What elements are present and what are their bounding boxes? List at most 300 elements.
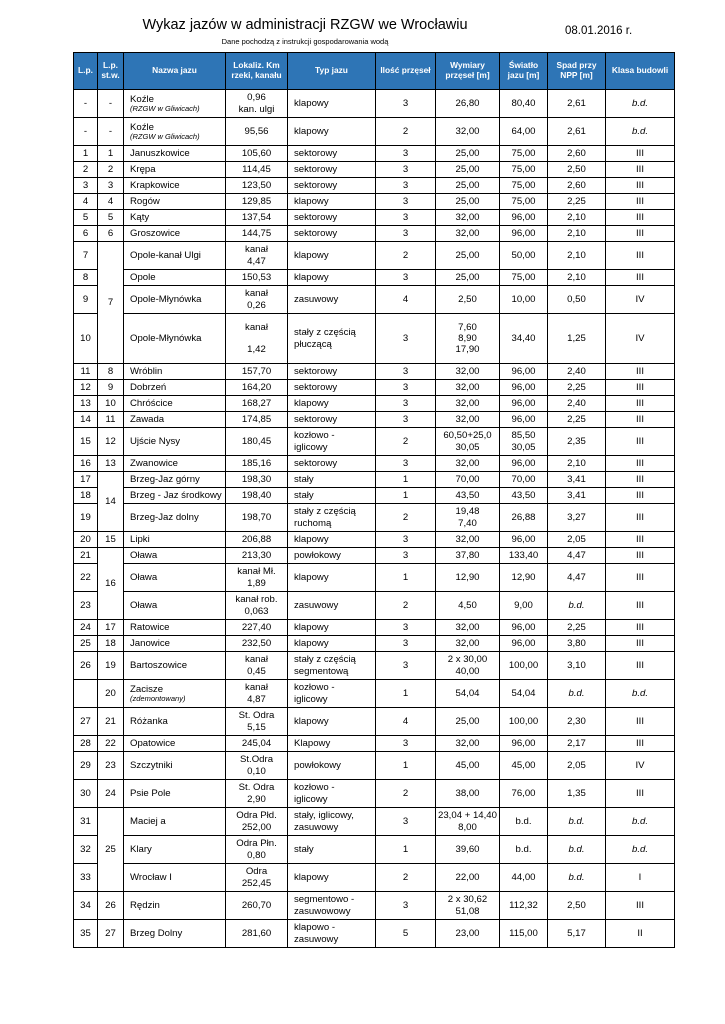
- cell-name: [124, 90, 226, 118]
- cell-dimensions-line: 23,00: [455, 927, 480, 939]
- cell-class: IV: [606, 752, 675, 780]
- cell-location: [226, 864, 288, 892]
- cell-class: III: [606, 194, 675, 210]
- cell-drop: 1,25: [548, 314, 606, 364]
- cell-type: [288, 146, 376, 162]
- cell-dimensions: [436, 504, 500, 532]
- cell-spans: 1: [376, 752, 436, 780]
- table-row: [74, 620, 675, 636]
- table-row: [74, 836, 675, 864]
- cell-location-line: kanał: [245, 682, 268, 694]
- cell-name: [124, 314, 226, 364]
- cell-light: 80,40: [500, 90, 548, 118]
- weir-name: Januszkowice: [130, 147, 190, 159]
- cell-location-line: kanał: [245, 321, 268, 333]
- cell-type-line: sektorowy: [294, 211, 338, 223]
- cell-light: 70,00: [500, 472, 548, 488]
- cell-light: 96,00: [500, 396, 548, 412]
- cell-location: [226, 194, 288, 210]
- cell-lp-stw: 24: [98, 780, 124, 808]
- cell-light: 96,00: [500, 636, 548, 652]
- cell-location-line: kanał: [245, 244, 268, 256]
- cell-type: [288, 226, 376, 242]
- cell-spans: 3: [376, 90, 436, 118]
- cell-location: [226, 708, 288, 736]
- weir-name: Bartoszowice: [130, 659, 188, 671]
- table-row: [74, 242, 675, 270]
- weir-name: Zacisze: [130, 683, 164, 695]
- cell-drop: 2,61: [548, 118, 606, 146]
- table-row: [74, 162, 675, 178]
- cell-light: 100,00: [500, 708, 548, 736]
- cell-type-line: klapowy: [294, 715, 329, 727]
- cell-type-line: stały: [294, 489, 314, 501]
- cell-dimensions-line: 40,00: [455, 665, 480, 677]
- cell-lp: -: [74, 118, 98, 146]
- cell-type-line: segmentowo -: [294, 894, 355, 906]
- cell-type-line: klapowy: [294, 397, 329, 409]
- cell-type-line: stały z częścią: [294, 654, 356, 666]
- cell-drop: 2,05: [548, 532, 606, 548]
- cell-type-line: klapowy: [294, 97, 329, 109]
- cell-type-line: sektorowy: [294, 457, 338, 469]
- cell-lp-stw: 5: [98, 210, 124, 226]
- document-subtitle: Dane pochodzą z instrukcji gospodarowania wodą: [221, 37, 389, 46]
- cell-spans: 3: [376, 532, 436, 548]
- cell-dimensions-line: 7,60: [458, 321, 477, 333]
- weir-name: Lipki: [130, 533, 150, 545]
- cell-lp: 28: [74, 736, 98, 752]
- cell-type: [288, 242, 376, 270]
- cell-dimensions: [436, 314, 500, 364]
- weir-name: Ratowice: [130, 621, 170, 633]
- cell-type: [288, 592, 376, 620]
- cell-lp-stw: -: [98, 118, 124, 146]
- cell-lp-stw: 3: [98, 178, 124, 194]
- cell-location: [226, 396, 288, 412]
- cell-dimensions: [436, 380, 500, 396]
- cell-lp: 20: [74, 532, 98, 548]
- cell-dimensions: [436, 412, 500, 428]
- cell-type-line: iglicowy: [294, 441, 328, 453]
- cell-light: 64,00: [500, 118, 548, 146]
- cell-drop: b.d.: [548, 836, 606, 864]
- cell-dimensions: [436, 920, 500, 948]
- cell-class: III: [606, 708, 675, 736]
- table-row: [74, 364, 675, 380]
- cell-type-line: kozłowo -: [294, 782, 335, 794]
- cell-name: [124, 808, 226, 836]
- cell-light: 12,90: [500, 564, 548, 592]
- cell-light: 112,32: [500, 892, 548, 920]
- cell-location-line: 4,87: [247, 693, 266, 705]
- cell-lp: 15: [74, 428, 98, 456]
- cell-light: 45,00: [500, 752, 548, 780]
- table-row: [74, 118, 675, 146]
- table-row: [74, 380, 675, 396]
- cell-location-line: 260,70: [241, 899, 272, 911]
- cell-dimensions: [436, 226, 500, 242]
- cell-type-line: Klapowy: [294, 737, 331, 749]
- cell-class: III: [606, 592, 675, 620]
- table-row: [74, 864, 675, 892]
- cell-type: [288, 532, 376, 548]
- cell-dimensions-line: 2,50: [458, 293, 477, 305]
- cell-light: 44,00: [500, 864, 548, 892]
- cell-lp: 12: [74, 380, 98, 396]
- cell-lp-stw: 13: [98, 456, 124, 472]
- cell-lp-stw: 12: [98, 428, 124, 456]
- cell-light: 76,00: [500, 780, 548, 808]
- cell-name: [124, 118, 226, 146]
- cell-type-line: stały: [294, 473, 314, 485]
- weir-name: Krapkowice: [130, 179, 180, 191]
- cell-class: IV: [606, 286, 675, 314]
- cell-class: III: [606, 780, 675, 808]
- cell-lp: 30: [74, 780, 98, 808]
- cell-type: [288, 620, 376, 636]
- cell-lp: 17: [74, 472, 98, 488]
- cell-type-line: segmentową: [294, 665, 349, 677]
- cell-location: [226, 412, 288, 428]
- cell-dimensions-line: 32,00: [455, 737, 480, 749]
- cell-class: III: [606, 412, 675, 428]
- cell-lp: 22: [74, 564, 98, 592]
- cell-spans: 3: [376, 380, 436, 396]
- cell-dimensions-line: 32,00: [455, 211, 480, 223]
- cell-type: [288, 380, 376, 396]
- cell-location: [226, 620, 288, 636]
- cell-light: 10,00: [500, 286, 548, 314]
- cell-lp: 4: [74, 194, 98, 210]
- cell-class: b.d.: [606, 836, 675, 864]
- cell-drop: 2,35: [548, 428, 606, 456]
- cell-location-line: 4,47: [247, 255, 266, 267]
- cell-location: [226, 226, 288, 242]
- cell-lp-stw: 19: [98, 652, 124, 680]
- cell-location: [226, 736, 288, 752]
- cell-location: [226, 780, 288, 808]
- cell-light: 43,50: [500, 488, 548, 504]
- cell-type-line: kozłowo -: [294, 682, 335, 694]
- cell-lp-stw: 17: [98, 620, 124, 636]
- cell-class: b.d.: [606, 680, 675, 708]
- cell-spans: 1: [376, 680, 436, 708]
- cell-lp-stw: -: [98, 90, 124, 118]
- cell-class: III: [606, 564, 675, 592]
- cell-light: 96,00: [500, 736, 548, 752]
- cell-class: III: [606, 472, 675, 488]
- weir-name: Klary: [130, 843, 152, 855]
- cell-location-line: 0,96: [247, 92, 266, 104]
- cell-dimensions: [436, 836, 500, 864]
- cell-dimensions-line: 32,00: [455, 125, 480, 137]
- cell-dimensions-line: 32,00: [455, 457, 480, 469]
- cell-name: [124, 620, 226, 636]
- cell-lp: [74, 680, 98, 708]
- cell-class: III: [606, 504, 675, 532]
- cell-lp-stw: 27: [98, 920, 124, 948]
- cell-spans: 3: [376, 364, 436, 380]
- cell-dimensions-line: 4,50: [458, 599, 477, 611]
- weir-name: Opole-Młynówka: [130, 332, 202, 344]
- cell-type: [288, 472, 376, 488]
- cell-spans: 2: [376, 428, 436, 456]
- cell-location-line: 0,063: [244, 605, 269, 617]
- cell-dimensions-line: 2 x 30,62: [447, 894, 488, 906]
- cell-location-line: 0,10: [247, 765, 266, 777]
- table-row: [74, 636, 675, 652]
- cell-dimensions: [436, 428, 500, 456]
- cell-location-line: 206,88: [241, 533, 272, 545]
- cell-lp-stw: 4: [98, 194, 124, 210]
- cell-spans: 1: [376, 836, 436, 864]
- weir-name-note: (RZGW w Gliwicach): [130, 103, 200, 113]
- weir-name: Koźle: [130, 121, 154, 133]
- cell-light: 96,00: [500, 620, 548, 636]
- weir-name: Oława: [130, 571, 158, 583]
- cell-type: [288, 456, 376, 472]
- cell-type: [288, 892, 376, 920]
- cell-spans: 2: [376, 780, 436, 808]
- cell-location-line: [228, 333, 285, 344]
- cell-type: [288, 836, 376, 864]
- cell-dimensions-line: 60,50+25,0: [443, 430, 492, 442]
- cell-location-line: 123,50: [241, 179, 272, 191]
- cell-dimensions-line: 17,90: [455, 344, 480, 356]
- weir-name: Opole: [130, 271, 156, 283]
- cell-location-line: 1,42: [247, 344, 266, 356]
- cell-location-line: 129,85: [241, 195, 272, 207]
- cell-type: [288, 652, 376, 680]
- header-drop: Spad przy NPP [m]: [548, 53, 606, 90]
- cell-lp: 3: [74, 178, 98, 194]
- cell-class: III: [606, 736, 675, 752]
- cell-location-line: Odra: [245, 866, 268, 878]
- cell-light: 75,00: [500, 178, 548, 194]
- cell-dimensions-line: 8,00: [458, 821, 477, 833]
- cell-dimensions: [436, 178, 500, 194]
- cell-dimensions-line: 51,08: [455, 905, 480, 917]
- weir-name-note: (zdemontowany): [130, 693, 186, 703]
- cell-class: III: [606, 548, 675, 564]
- weir-name: Opatowice: [130, 737, 176, 749]
- table-row: [74, 752, 675, 780]
- cell-dimensions: [436, 194, 500, 210]
- cell-type-line: płuczącą: [294, 338, 332, 350]
- cell-light: 75,00: [500, 194, 548, 210]
- cell-light: b.d.: [500, 836, 548, 864]
- header-location: Lokaliz. Km rzeki, kanału: [226, 53, 288, 90]
- cell-class: III: [606, 178, 675, 194]
- cell-type-line: klapowy: [294, 125, 329, 137]
- cell-lp: 16: [74, 456, 98, 472]
- cell-location: [226, 892, 288, 920]
- table-row: [74, 178, 675, 194]
- cell-class: III: [606, 488, 675, 504]
- cell-location-line: 213,30: [241, 549, 272, 561]
- cell-spans: 4: [376, 708, 436, 736]
- cell-name: [124, 286, 226, 314]
- cell-drop: 2,10: [548, 210, 606, 226]
- cell-light: 75,00: [500, 146, 548, 162]
- cell-type-line: klapowy: [294, 195, 329, 207]
- cell-type: [288, 564, 376, 592]
- cell-dimensions: [436, 636, 500, 652]
- cell-location-line: 1,89: [247, 577, 266, 589]
- cell-class: II: [606, 920, 675, 948]
- cell-lp: 5: [74, 210, 98, 226]
- cell-location-line: 114,45: [242, 163, 271, 175]
- cell-lp: 9: [74, 286, 98, 314]
- cell-type: [288, 708, 376, 736]
- cell-lp-stw: 9: [98, 380, 124, 396]
- cell-spans: 4: [376, 286, 436, 314]
- cell-drop: 2,60: [548, 178, 606, 194]
- cell-lp: 32: [74, 836, 98, 864]
- cell-location: [226, 752, 288, 780]
- cell-name: [124, 736, 226, 752]
- table-row: [74, 488, 675, 504]
- cell-light: 50,00: [500, 242, 548, 270]
- cell-name: [124, 270, 226, 286]
- table-row: [74, 396, 675, 412]
- cell-dimensions: [436, 892, 500, 920]
- cell-lp-stw: 15: [98, 532, 124, 548]
- cell-lp: 13: [74, 396, 98, 412]
- cell-lp: 27: [74, 708, 98, 736]
- weir-name: Oława: [130, 549, 158, 561]
- cell-dimensions: [436, 90, 500, 118]
- cell-spans: 3: [376, 548, 436, 564]
- cell-name: [124, 194, 226, 210]
- cell-location-line: 198,40: [241, 489, 272, 501]
- weir-name: Brzeg-Jaz górny: [130, 473, 200, 485]
- cell-type-line: klapowy: [294, 249, 329, 261]
- cell-drop: 5,17: [548, 920, 606, 948]
- cell-dimensions-line: 45,00: [455, 759, 480, 771]
- cell-dimensions: [436, 736, 500, 752]
- cell-location-line: St. Odra: [238, 782, 275, 794]
- cell-location: [226, 548, 288, 564]
- cell-light: 75,00: [500, 270, 548, 286]
- weir-name: Zwanowice: [130, 457, 178, 469]
- cell-class: III: [606, 892, 675, 920]
- cell-type-line: iglicowy: [294, 693, 328, 705]
- weirs-table: [73, 52, 675, 948]
- cell-type: [288, 270, 376, 286]
- cell-spans: 1: [376, 488, 436, 504]
- header-light: Światło jazu [m]: [500, 53, 548, 90]
- table-row: [74, 194, 675, 210]
- cell-dimensions: [436, 652, 500, 680]
- cell-drop: 2,25: [548, 412, 606, 428]
- cell-lp-stw: 10: [98, 396, 124, 412]
- cell-dimensions-line: 70,00: [455, 473, 480, 485]
- cell-type-line: sektorowy: [294, 179, 338, 191]
- cell-spans: 5: [376, 920, 436, 948]
- weir-name: Oława: [130, 599, 158, 611]
- table-row: [74, 90, 675, 118]
- cell-dimensions: [436, 564, 500, 592]
- cell-drop: 2,17: [548, 736, 606, 752]
- cell-drop: 3,41: [548, 472, 606, 488]
- cell-name: [124, 864, 226, 892]
- cell-location-line: St. Odra: [238, 710, 275, 722]
- cell-dimensions-line: 54,04: [455, 687, 480, 699]
- cell-dimensions-line: 26,80: [455, 97, 480, 109]
- cell-location-line: 0,45: [247, 665, 266, 677]
- cell-location: [226, 652, 288, 680]
- cell-drop: 4,47: [548, 564, 606, 592]
- cell-lp: 23: [74, 592, 98, 620]
- cell-location: [226, 242, 288, 270]
- cell-name: [124, 532, 226, 548]
- cell-dimensions: [436, 532, 500, 548]
- cell-type-line: klapowo -: [294, 922, 336, 934]
- weir-name: Groszowice: [130, 227, 181, 239]
- header-name: Nazwa jazu: [124, 53, 226, 90]
- cell-dimensions-line: 19,48: [455, 506, 480, 518]
- cell-dimensions: [436, 242, 500, 270]
- table-row: [74, 548, 675, 564]
- cell-dimensions: [436, 472, 500, 488]
- weir-name-note: (RZGW w Gliwicach): [130, 131, 200, 141]
- weir-name: Psie Pole: [130, 787, 171, 799]
- cell-location-line: 95,56: [244, 125, 269, 137]
- cell-type-line: zasuwowy: [294, 599, 339, 611]
- cell-location: [226, 564, 288, 592]
- cell-location-line: 227,40: [241, 621, 272, 633]
- cell-class: III: [606, 652, 675, 680]
- cell-drop: 2,60: [548, 146, 606, 162]
- cell-dimensions-line: 7,40: [458, 517, 477, 529]
- cell-location: [226, 146, 288, 162]
- cell-type-line: iglicowy: [294, 793, 328, 805]
- cell-type-line: sektorowy: [294, 147, 338, 159]
- cell-spans: 3: [376, 892, 436, 920]
- cell-location: [226, 532, 288, 548]
- cell-type: [288, 194, 376, 210]
- cell-class: III: [606, 396, 675, 412]
- cell-dimensions: [436, 708, 500, 736]
- table-row: [74, 314, 675, 364]
- table-row: [74, 270, 675, 286]
- cell-name: [124, 636, 226, 652]
- cell-lp-stw: 26: [98, 892, 124, 920]
- cell-drop: 3,80: [548, 636, 606, 652]
- cell-class: III: [606, 380, 675, 396]
- header-lp: L.p.: [74, 53, 98, 90]
- cell-class: III: [606, 270, 675, 286]
- weir-name: Szczytniki: [130, 759, 173, 771]
- cell-location: [226, 428, 288, 456]
- cell-type-line: stały, iglicowy,: [294, 810, 354, 822]
- table-row: [74, 564, 675, 592]
- cell-dimensions-line: 32,00: [455, 397, 480, 409]
- cell-type-line: powłokowy: [294, 759, 341, 771]
- cell-type: [288, 548, 376, 564]
- cell-lp-stw: 21: [98, 708, 124, 736]
- cell-type-line: klapowy: [294, 871, 329, 883]
- cell-spans: 3: [376, 808, 436, 836]
- cell-dimensions: [436, 162, 500, 178]
- cell-spans: 3: [376, 194, 436, 210]
- cell-drop: 2,50: [548, 892, 606, 920]
- cell-light: 26,88: [500, 504, 548, 532]
- cell-lp-stw: 20: [98, 680, 124, 708]
- cell-drop: b.d.: [548, 592, 606, 620]
